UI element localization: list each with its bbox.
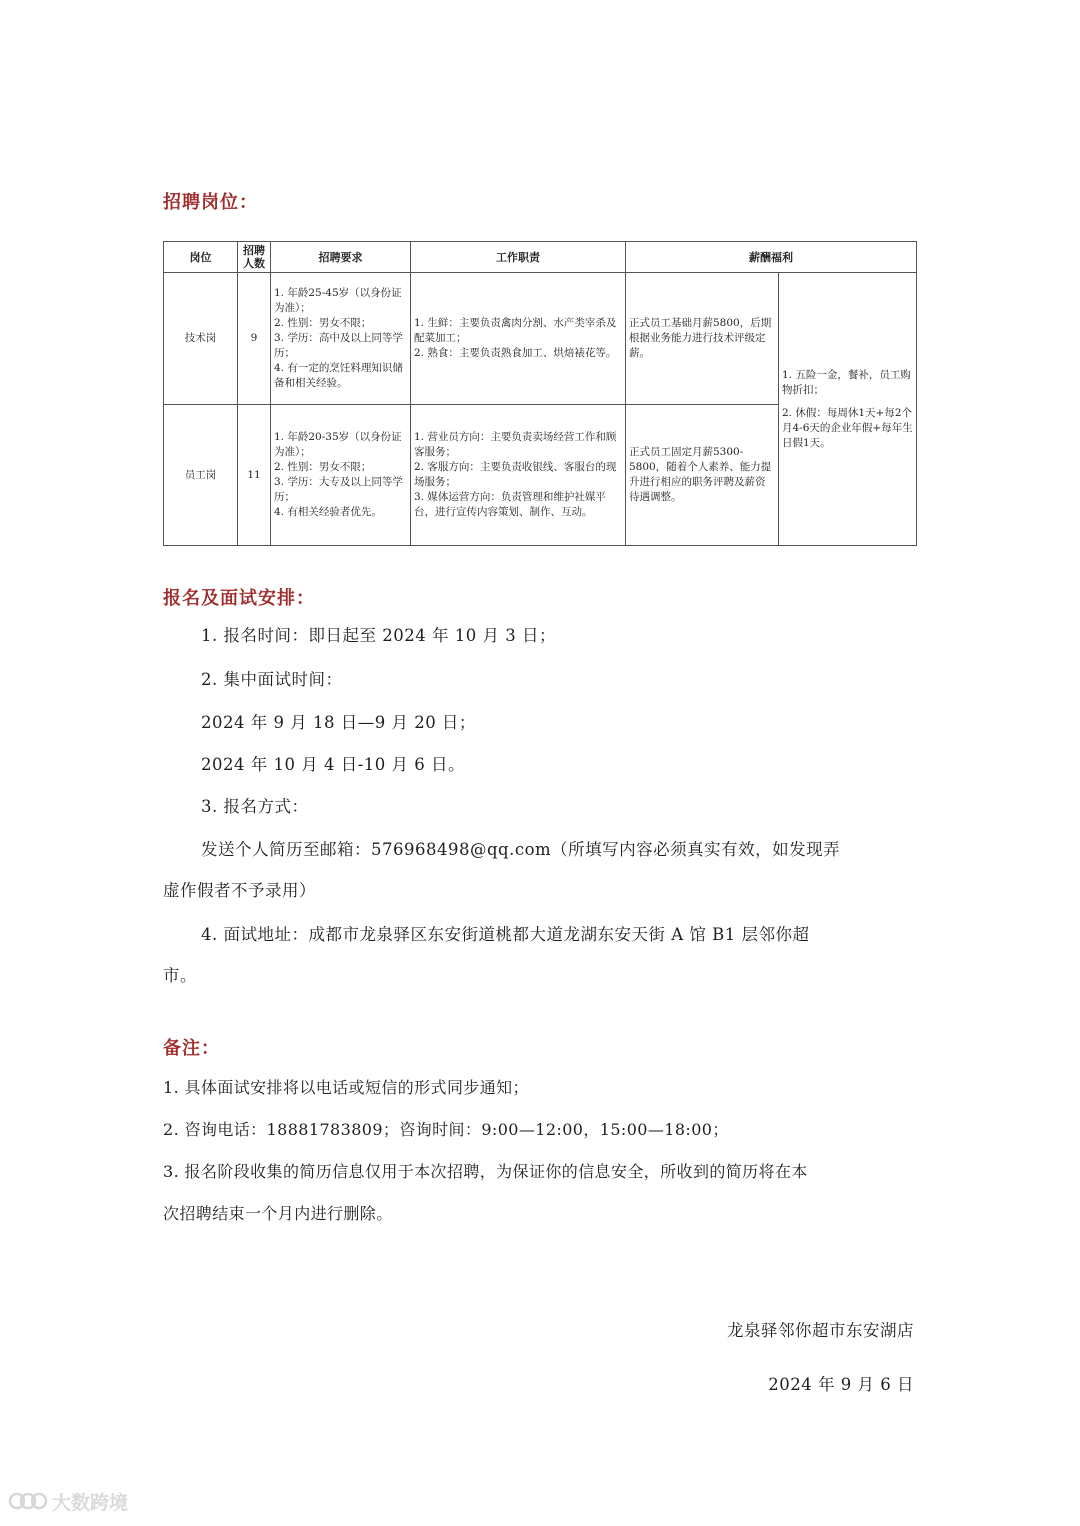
benefit-line: 1. 五险一金，餐补，员工购物折扣； xyxy=(782,368,911,396)
signature-date: 2024 年 9 月 6 日 xyxy=(768,1375,914,1394)
row-requirements xyxy=(271,405,411,546)
benefits-cell xyxy=(779,273,917,546)
table-row xyxy=(164,273,917,405)
header-requirements: 招聘要求 xyxy=(271,242,411,273)
row-count: 9 xyxy=(238,273,271,405)
requirement-line: 1. 年龄20-35岁（以身份证为准）； xyxy=(274,431,402,458)
watermark-text: 大数跨境 xyxy=(52,1491,129,1514)
interview-line: 1. 报名时间：即日起至 2024 年 10 月 3 日； xyxy=(201,626,556,645)
interview-line: 虚作假者不予录用） xyxy=(163,881,316,900)
recruit-heading: 招聘岗位： xyxy=(163,192,258,213)
header-position: 岗位 xyxy=(164,242,238,273)
table-header-row xyxy=(164,242,917,273)
interview-line: 2024 年 9 月 18 日—9 月 20 日； xyxy=(201,713,476,732)
requirement-line: 4. 有相关经验者优先。 xyxy=(274,506,382,518)
watermark-logo-icon xyxy=(8,1489,48,1513)
interview-line: 2. 集中面试时间： xyxy=(201,670,343,689)
row-count: 11 xyxy=(238,405,271,546)
benefit-line: 2. 休假：每周休1天+每2个月4-6天的企业年假+每年生日假1天。 xyxy=(782,406,913,449)
duty-line: 1. 营业员方向：主要负责卖场经营工作和顾客服务； xyxy=(414,431,617,458)
notes-heading: 备注： xyxy=(163,1038,220,1059)
row-duties xyxy=(411,405,626,546)
interview-heading: 报名及面试安排： xyxy=(163,588,315,609)
interview-line: 4. 面试地址：成都市龙泉驿区东安街道桃都大道龙湖东安天街 A 馆 B1 层邻你超 xyxy=(201,925,810,944)
row-salary: 正式员工固定月薪5300-5800，随着个人素养、能力提升进行相应的职务评聘及薪资待遇调整。 xyxy=(626,405,779,546)
note-line: 2. 咨询电话：18881783809；咨询时间：9:00—12:00，15:00—18:00； xyxy=(163,1120,729,1139)
requirement-line: 2. 性别：男女不限； xyxy=(274,317,372,329)
watermark xyxy=(8,1488,128,1514)
header-salary: 薪酬福利 xyxy=(626,242,917,273)
duty-line: 2. 客服方向：主要负责收银线、客服台的现场服务； xyxy=(414,461,617,488)
row-position: 技术岗 xyxy=(164,273,238,405)
requirement-line: 1. 年龄25-45岁（以身份证为准）； xyxy=(274,287,402,314)
note-line: 3. 报名阶段收集的简历信息仅用于本次招聘，为保证你的信息安全，所收到的简历将在本 xyxy=(163,1162,808,1181)
requirement-line: 4. 有一定的烹饪料理知识储备和相关经验。 xyxy=(274,362,403,389)
duty-line: 2. 熟食：主要负责熟食加工、烘焙裱花等。 xyxy=(414,347,617,359)
note-line: 1. 具体面试安排将以电话或短信的形式同步通知； xyxy=(163,1078,529,1097)
row-requirements xyxy=(271,273,411,405)
duty-line: 3. 媒体运营方向：负责管理和维护社媒平台，进行宣传内容策划、制作、互动。 xyxy=(414,491,606,518)
interview-line: 市。 xyxy=(163,966,197,985)
requirement-line: 3. 学历：高中及以上同等学历； xyxy=(274,332,403,359)
requirement-line: 3. 学历：大专及以上同等学历； xyxy=(274,476,403,503)
header-duties: 工作职责 xyxy=(411,242,626,273)
requirement-line: 2. 性别：男女不限； xyxy=(274,461,372,473)
interview-line: 3. 报名方式： xyxy=(201,797,309,816)
duty-line: 1. 生鲜：主要负责禽肉分割、水产类宰杀及配菜加工； xyxy=(414,317,617,344)
signature-org: 龙泉驿邻你超市东安湖店 xyxy=(727,1321,914,1340)
interview-line: 发送个人简历至邮箱：576968498@qq.com（所填写内容必须真实有效，如发现弄 xyxy=(201,840,841,859)
row-salary: 正式员工基础月薪5800，后期根据业务能力进行技术评级定薪。 xyxy=(626,273,779,405)
interview-line: 2024 年 10 月 4 日-10 月 6 日。 xyxy=(201,755,466,774)
recruit-table xyxy=(163,241,917,546)
note-line: 次招聘结束一个月内进行删除。 xyxy=(163,1204,393,1223)
row-position: 员工岗 xyxy=(164,405,238,546)
header-count: 招聘人数 xyxy=(238,242,271,273)
row-duties xyxy=(411,273,626,405)
